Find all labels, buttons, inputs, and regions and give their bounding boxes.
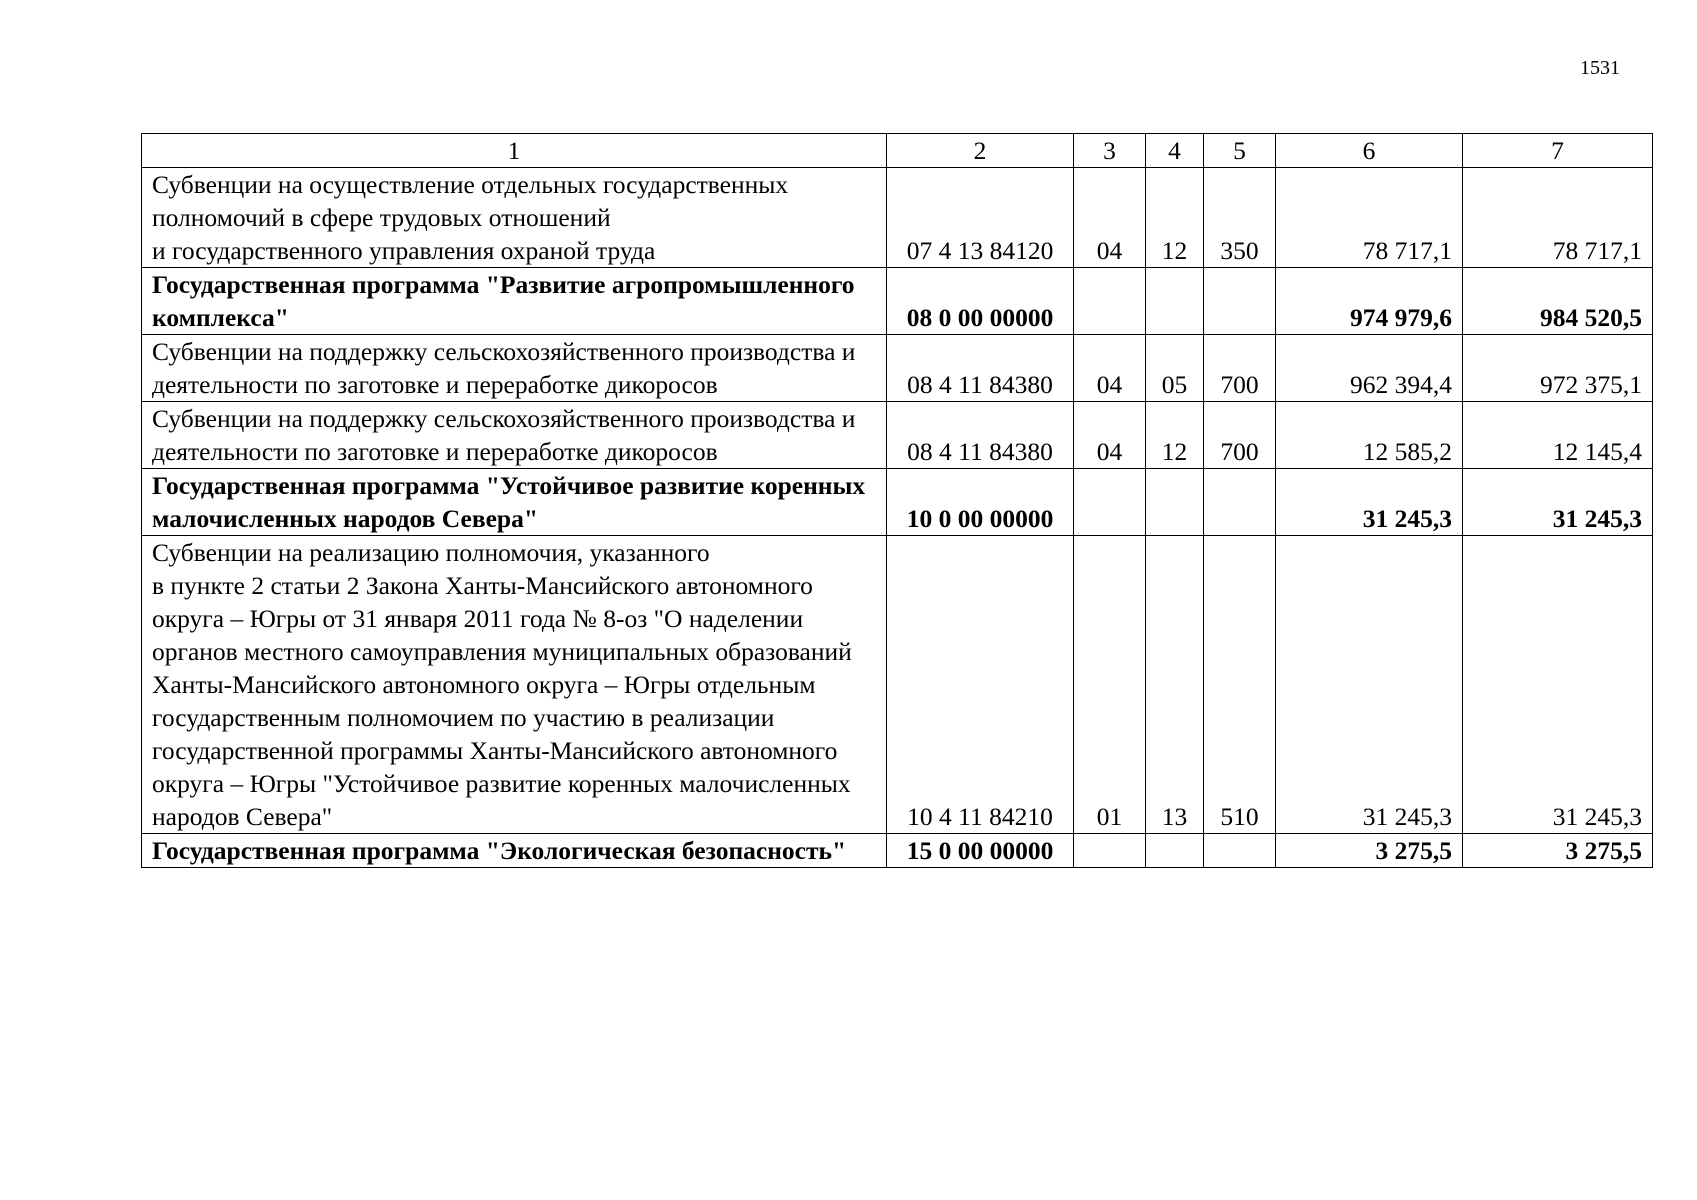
row-section: 04	[1074, 335, 1146, 402]
row-expense-type: 700	[1204, 402, 1276, 469]
header-col-5: 5	[1204, 134, 1276, 168]
row-expense-type: 700	[1204, 335, 1276, 402]
row-code: 08 4 11 84380	[887, 402, 1074, 469]
header-row	[142, 134, 1653, 168]
table-row-program	[142, 268, 1653, 335]
row-amount-2: 12 145,4	[1463, 402, 1653, 469]
row-amount-1: 31 245,3	[1276, 536, 1463, 834]
row-subsection: 13	[1146, 536, 1204, 834]
table-row	[142, 402, 1653, 469]
header-col-6: 6	[1276, 134, 1463, 168]
row-expense-type	[1204, 268, 1276, 335]
row-section: 04	[1074, 168, 1146, 268]
header-col-2: 2	[887, 134, 1074, 168]
row-expense-type: 510	[1204, 536, 1276, 834]
row-amount-2: 31 245,3	[1463, 469, 1653, 536]
row-name: Государственная программа "Экологическая безопасность"	[142, 834, 887, 868]
row-section	[1074, 268, 1146, 335]
row-section	[1074, 834, 1146, 868]
row-name: Субвенции на поддержку сельскохозяйственного производства и деятельности по заготовке и переработке дикоросов	[142, 335, 887, 402]
row-name: Субвенции на осуществление отдельных государственных полномочий в сфере трудовых отношений и государственного управления охраной труда	[142, 168, 887, 268]
row-code: 08 4 11 84380	[887, 335, 1074, 402]
row-amount-1: 12 585,2	[1276, 402, 1463, 469]
row-amount-1: 3 275,5	[1276, 834, 1463, 868]
row-amount-1: 31 245,3	[1276, 469, 1463, 536]
row-name: Субвенции на реализацию полномочия, указанного в пункте 2 статьи 2 Закона Ханты-Мансийского автономного округа – Югры от 31 января 2011 года № 8-оз "О наделении органов местного самоуправления муниципальных образований Ханты-Мансийского автономного округа – Югры отдельным государственным полномочием по участию в реализации государственной программы Ханты-Мансийского автономного округа – Югры "Устойчивое развитие коренных малочисленных народов Севера"	[142, 536, 887, 834]
row-amount-2: 78 717,1	[1463, 168, 1653, 268]
row-name: Государственная программа "Развитие агропромышленного комплекса"	[142, 268, 887, 335]
header-col-3: 3	[1074, 134, 1146, 168]
row-subsection: 12	[1146, 168, 1204, 268]
row-expense-type	[1204, 469, 1276, 536]
row-amount-1: 962 394,4	[1276, 335, 1463, 402]
row-code: 10 4 11 84210	[887, 536, 1074, 834]
table-row	[142, 168, 1653, 268]
row-subsection	[1146, 834, 1204, 868]
row-section	[1074, 469, 1146, 536]
row-name: Субвенции на поддержку сельскохозяйственного производства и деятельности по заготовке и переработке дикоросов	[142, 402, 887, 469]
table-row	[142, 536, 1653, 834]
header-col-4: 4	[1146, 134, 1204, 168]
budget-table	[141, 133, 1653, 868]
row-subsection: 05	[1146, 335, 1204, 402]
row-code: 08 0 00 00000	[887, 268, 1074, 335]
row-code: 07 4 13 84120	[887, 168, 1074, 268]
row-amount-2: 984 520,5	[1463, 268, 1653, 335]
header-col-1: 1	[142, 134, 887, 168]
row-code: 15 0 00 00000	[887, 834, 1074, 868]
header-col-7: 7	[1463, 134, 1653, 168]
row-section: 01	[1074, 536, 1146, 834]
row-subsection	[1146, 268, 1204, 335]
page-number: 1531	[1580, 57, 1620, 79]
table-row-program	[142, 834, 1653, 868]
row-amount-2: 31 245,3	[1463, 536, 1653, 834]
row-amount-2: 3 275,5	[1463, 834, 1653, 868]
row-name: Государственная программа "Устойчивое развитие коренных малочисленных народов Севера"	[142, 469, 887, 536]
row-expense-type: 350	[1204, 168, 1276, 268]
row-subsection: 12	[1146, 402, 1204, 469]
row-code: 10 0 00 00000	[887, 469, 1074, 536]
row-amount-2: 972 375,1	[1463, 335, 1653, 402]
row-expense-type	[1204, 834, 1276, 868]
row-subsection	[1146, 469, 1204, 536]
row-section: 04	[1074, 402, 1146, 469]
table-row-program	[142, 469, 1653, 536]
row-amount-1: 78 717,1	[1276, 168, 1463, 268]
row-amount-1: 974 979,6	[1276, 268, 1463, 335]
table-row	[142, 335, 1653, 402]
